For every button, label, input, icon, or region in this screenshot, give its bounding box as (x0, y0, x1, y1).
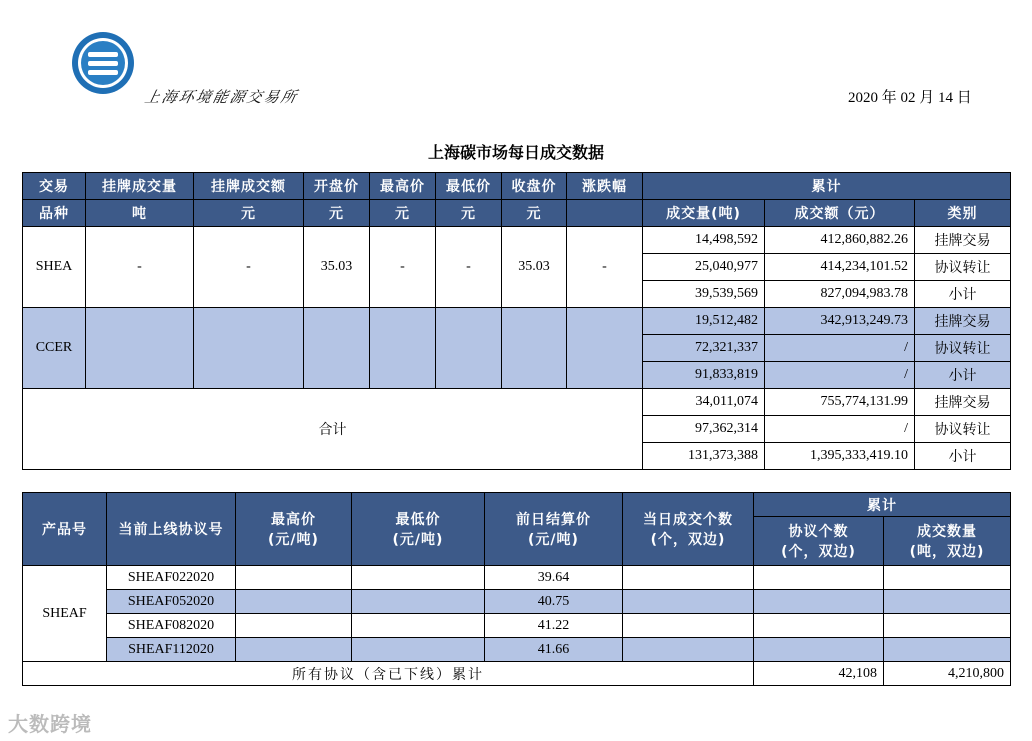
header-settle: 前日结算价 (元/吨) (485, 493, 623, 566)
total-volume: 131,373,388 (643, 443, 765, 470)
ccer-category: 协议转让 (915, 335, 1011, 362)
shea-volume: 14,498,592 (643, 227, 765, 254)
cell-empty (236, 590, 352, 614)
shea-change: - (567, 227, 643, 308)
header-cumulative: 累计 (643, 173, 1011, 200)
footer-qty: 4,210,800 (884, 662, 1011, 686)
ccer-amount: 342,913,249.73 (765, 308, 915, 335)
shea-volume: 39,539,569 (643, 281, 765, 308)
total-amount: / (765, 416, 915, 443)
cell-empty (623, 590, 754, 614)
header-cum-qty: 成交数量 (吨，双边) (884, 517, 1011, 566)
header-change: 涨跌幅 (567, 173, 643, 200)
contract-id: SHEAF112020 (107, 638, 236, 662)
shea-close: 35.03 (502, 227, 567, 308)
unit-ton: 吨 (86, 200, 194, 227)
cell-empty (754, 590, 884, 614)
shea-category: 协议转让 (915, 254, 1011, 281)
shea-category: 小计 (915, 281, 1011, 308)
unit-yuan: 元 (436, 200, 502, 227)
header-cum-amount: 成交额（元） (765, 200, 915, 227)
shea-open: 35.03 (304, 227, 370, 308)
ccer-empty (194, 308, 304, 389)
ccer-empty (304, 308, 370, 389)
header-variety: 交易 (23, 173, 86, 200)
ccer-empty (370, 308, 436, 389)
header-product: 产品号 (23, 493, 107, 566)
ccer-volume: 72,321,337 (643, 335, 765, 362)
settle-price: 41.22 (485, 614, 623, 638)
contract-id: SHEAF052020 (107, 590, 236, 614)
total-category: 小计 (915, 443, 1011, 470)
shea-volume: 25,040,977 (643, 254, 765, 281)
header-low: 最低价 (436, 173, 502, 200)
unit-yuan: 元 (304, 200, 370, 227)
ccer-category: 挂牌交易 (915, 308, 1011, 335)
header-count: 当日成交个数 (个，双边) (623, 493, 754, 566)
ccer-amount: / (765, 362, 915, 389)
ccer-volume: 19,512,482 (643, 308, 765, 335)
settle-price: 40.75 (485, 590, 623, 614)
header-cumulative: 累计 (754, 493, 1011, 517)
ccer-volume: 91,833,819 (643, 362, 765, 389)
unit-empty (567, 200, 643, 227)
contract-id: SHEAF082020 (107, 614, 236, 638)
header-variety-2: 品种 (23, 200, 86, 227)
page-title: 上海碳市场每日成交数据 (427, 143, 604, 162)
ccer-empty (86, 308, 194, 389)
ccer-empty (502, 308, 567, 389)
settle-price: 39.64 (485, 566, 623, 590)
cell-empty (754, 614, 884, 638)
daily-trade-table (22, 172, 1011, 470)
footer-label: 所有协议（含已下线）累计 (23, 662, 754, 686)
cell-empty (754, 638, 884, 662)
cell-empty (623, 638, 754, 662)
unit-yuan: 元 (370, 200, 436, 227)
shea-listed-volume: - (86, 227, 194, 308)
ccer-category: 小计 (915, 362, 1011, 389)
ccer-empty (436, 308, 502, 389)
settle-price: 41.66 (485, 638, 623, 662)
ccer-amount: / (765, 335, 915, 362)
total-volume: 97,362,314 (643, 416, 765, 443)
cell-empty (236, 566, 352, 590)
header-high: 最高价 (元/吨) (236, 493, 352, 566)
shea-amount: 414,234,101.52 (765, 254, 915, 281)
cell-empty (352, 638, 485, 662)
cell-empty (352, 614, 485, 638)
header-low: 最低价 (元/吨) (352, 493, 485, 566)
total-amount: 1,395,333,419.10 (765, 443, 915, 470)
product-sheaf: SHEAF (23, 566, 107, 662)
watermark: 大数跨境 (8, 712, 92, 736)
header-cum-volume: 成交量(吨) (643, 200, 765, 227)
header-open: 开盘价 (304, 173, 370, 200)
unit-yuan: 元 (502, 200, 567, 227)
cell-empty (623, 566, 754, 590)
unit-yuan: 元 (194, 200, 304, 227)
total-category: 协议转让 (915, 416, 1011, 443)
cell-empty (623, 614, 754, 638)
cell-empty (884, 590, 1011, 614)
header-category: 类别 (915, 200, 1011, 227)
header-cum-count: 协议个数 (个，双边) (754, 517, 884, 566)
total-label: 合计 (23, 389, 643, 470)
brand-name: 上海环境能源交易所 (142, 90, 300, 106)
header-close: 收盘价 (502, 173, 567, 200)
futures-table (22, 492, 1011, 686)
report-date: 2020 年 02 月 14 日 (848, 90, 972, 106)
cell-empty (352, 590, 485, 614)
cell-empty (352, 566, 485, 590)
total-amount: 755,774,131.99 (765, 389, 915, 416)
header-high: 最高价 (370, 173, 436, 200)
cell-empty (236, 638, 352, 662)
header-listed-amount: 挂牌成交额 (194, 173, 304, 200)
cell-empty (884, 614, 1011, 638)
cell-empty (236, 614, 352, 638)
variety-ccer: CCER (23, 308, 86, 389)
header-contract: 当前上线协议号 (107, 493, 236, 566)
shea-category: 挂牌交易 (915, 227, 1011, 254)
cell-empty (884, 638, 1011, 662)
variety-shea: SHEA (23, 227, 86, 308)
shea-listed-amount: - (194, 227, 304, 308)
header-listed-volume: 挂牌成交量 (86, 173, 194, 200)
shea-low: - (436, 227, 502, 308)
shea-amount: 827,094,983.78 (765, 281, 915, 308)
contract-id: SHEAF022020 (107, 566, 236, 590)
shea-high: - (370, 227, 436, 308)
exchange-logo (70, 30, 136, 101)
total-category: 挂牌交易 (915, 389, 1011, 416)
total-volume: 34,011,074 (643, 389, 765, 416)
shea-amount: 412,860,882.26 (765, 227, 915, 254)
cell-empty (884, 566, 1011, 590)
cell-empty (754, 566, 884, 590)
footer-count: 42,108 (754, 662, 884, 686)
ccer-empty (567, 308, 643, 389)
